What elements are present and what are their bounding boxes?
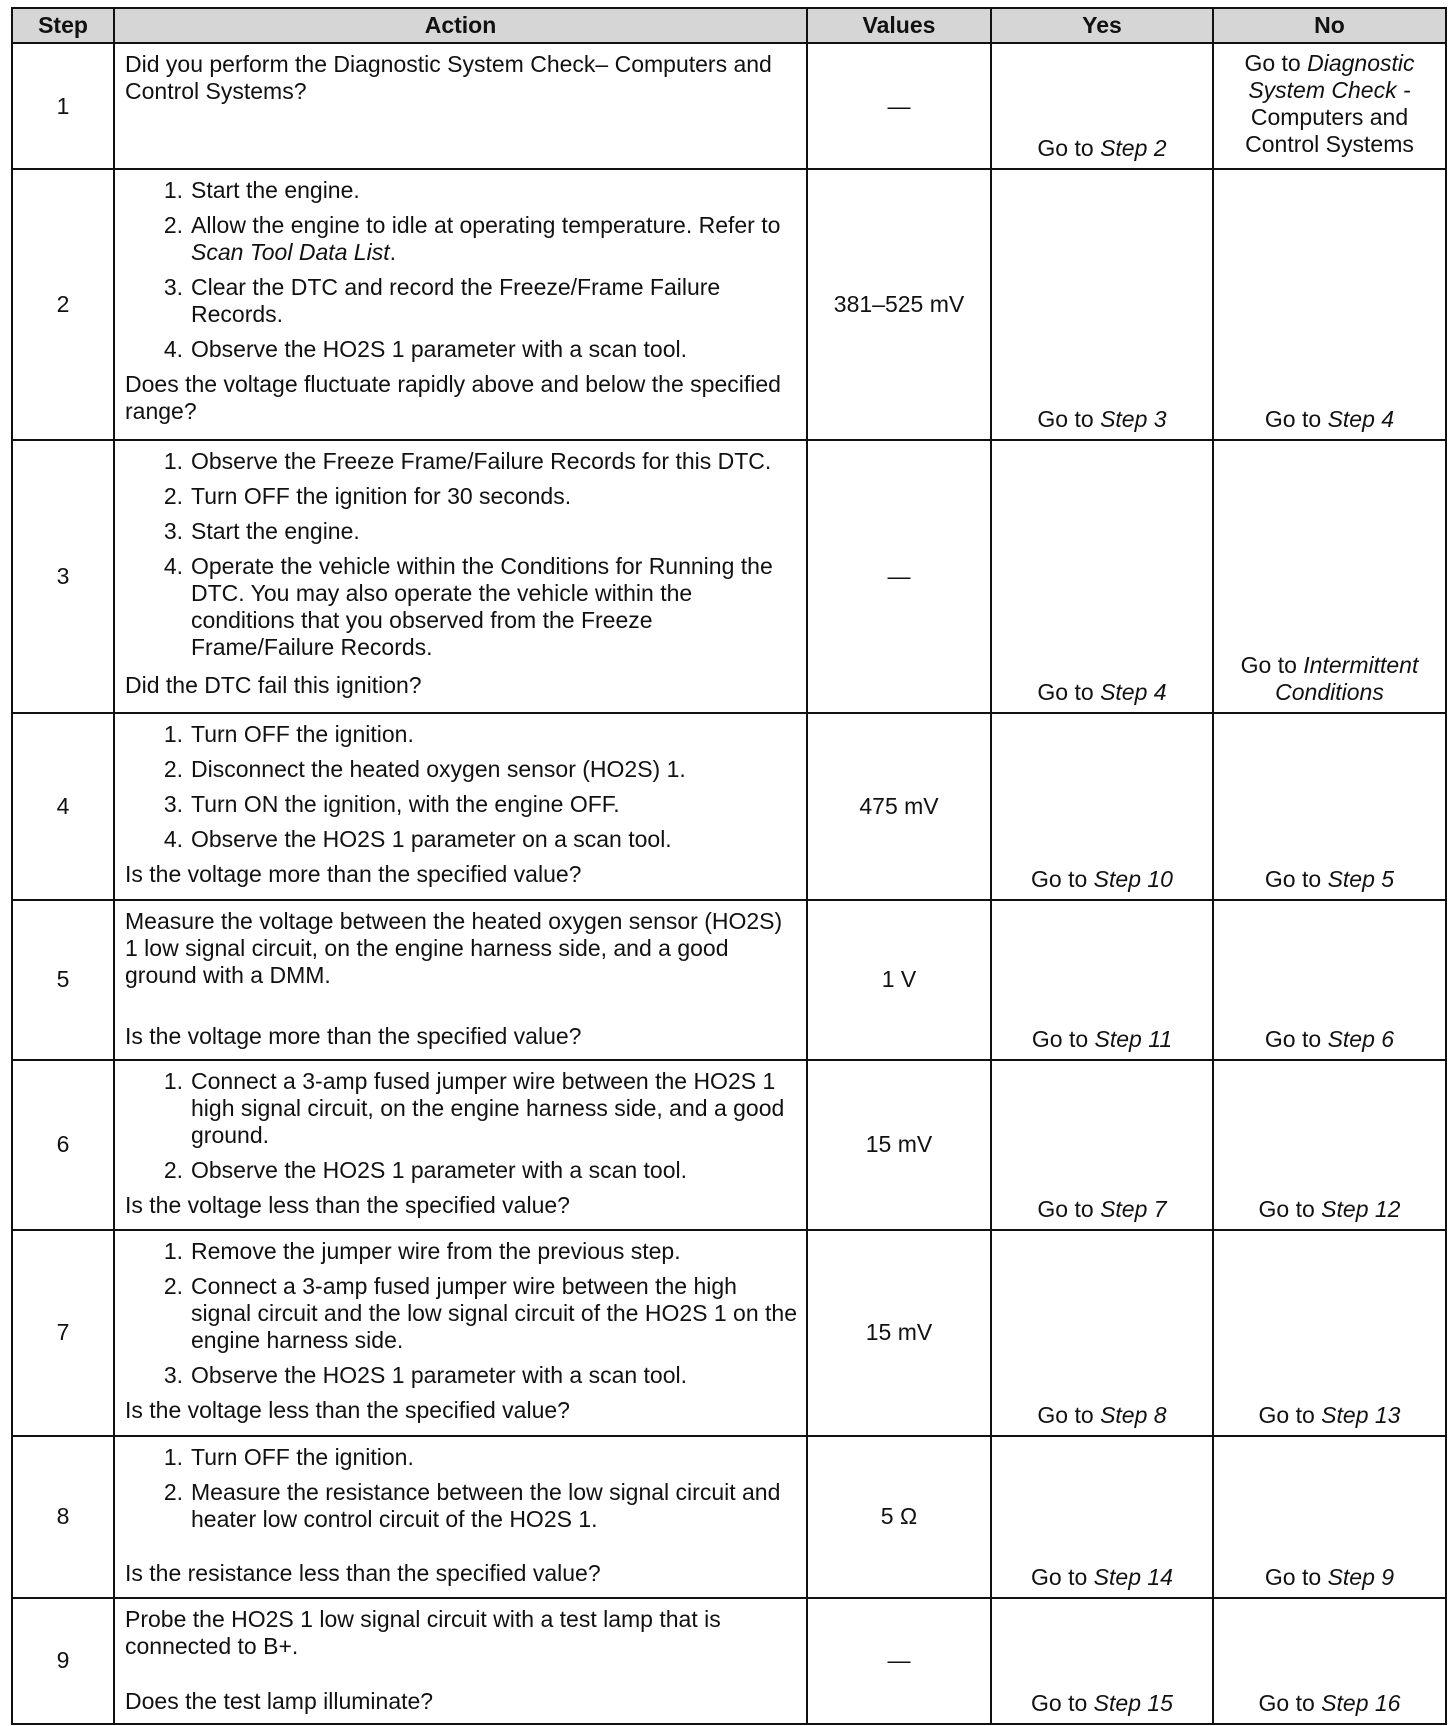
- yes-step-link[interactable]: Step 7: [1100, 1195, 1167, 1222]
- action-question: Does the voltage fluctuate rapidly above and below the specified range?: [125, 371, 781, 425]
- procedure-step-number: 2.: [163, 1272, 183, 1299]
- yes-prefix: Go to: [1037, 1195, 1101, 1222]
- action-content: [125, 51, 798, 146]
- yes-cell: [991, 1230, 1213, 1436]
- no-prefix: Go to: [1264, 865, 1328, 892]
- action-cell: [114, 1060, 807, 1230]
- value-cell: —: [807, 43, 991, 169]
- no-cell: [1213, 1598, 1446, 1724]
- procedure-step: [125, 553, 798, 661]
- procedure-step-body: Connect a 3-amp fused jumper wire between the HO2S 1 high signal circuit, on the engine harness side, and a good ground.: [191, 1068, 785, 1149]
- yes-cell: [991, 1060, 1213, 1230]
- yes-prefix: Go to: [1031, 1690, 1094, 1716]
- value-cell: —: [807, 440, 991, 713]
- procedure-step-body: Turn OFF the ignition for 30 seconds.: [191, 482, 572, 509]
- action-question: Is the voltage more than the specified value?: [125, 1022, 582, 1049]
- procedure-step-text: [191, 1273, 798, 1354]
- procedure-step-number: 3.: [163, 517, 183, 544]
- procedure-step-text: [191, 177, 798, 204]
- procedure-step: [125, 448, 798, 475]
- value-cell: 15 mV: [807, 1060, 991, 1230]
- value-cell: —: [807, 1598, 991, 1724]
- procedure-step-number: 4.: [163, 336, 183, 363]
- procedure-list: [125, 448, 798, 661]
- action-cell: [114, 713, 807, 899]
- header-yes: Yes: [991, 8, 1213, 43]
- procedure-list: [125, 1238, 798, 1389]
- procedure-list: [125, 721, 798, 853]
- procedure-step-body: Observe the HO2S 1 parameter on a scan tool.: [191, 826, 672, 853]
- yes-step-link[interactable]: Step 2: [1100, 135, 1167, 162]
- procedure-step: [125, 1362, 798, 1389]
- no-step-link[interactable]: Step 6: [1327, 1026, 1395, 1053]
- procedure-step-body: Remove the jumper wire from the previous step.: [191, 1237, 681, 1264]
- no-prefix: Go to: [1240, 652, 1304, 679]
- procedure-step-body: Clear the DTC and record the Freeze/Frame Failure Records.: [191, 274, 721, 328]
- procedure-step: [125, 1068, 798, 1149]
- procedure-step-text: [191, 1068, 798, 1149]
- value-cell: 15 mV: [807, 1230, 991, 1436]
- no-cell: [1213, 1230, 1446, 1436]
- procedure-list: [125, 1444, 798, 1533]
- procedure-step-body: Turn OFF the ignition.: [191, 721, 414, 748]
- procedure-step-number: 2.: [163, 482, 183, 509]
- action-cell: [114, 1436, 807, 1598]
- procedure-step: [125, 1479, 798, 1533]
- yes-cell: [991, 43, 1213, 169]
- action-instructions: [125, 1606, 798, 1688]
- yes-step-link[interactable]: Step 11: [1094, 1026, 1173, 1053]
- action-intro: Probe the HO2S 1 low signal circuit with a test lamp that is connected to B+.: [125, 1605, 721, 1659]
- procedure-step: [125, 1238, 798, 1265]
- yes-step-link[interactable]: Step 4: [1100, 679, 1167, 706]
- action-instructions: [125, 1068, 798, 1192]
- procedure-step-body: Operate the vehicle within the Conditions for Running the DTC. You may also operate the vehicle within the conditions that you observed from the Freeze Frame/Failure Records.: [191, 552, 773, 660]
- yes-step-link[interactable]: Step 10: [1093, 865, 1173, 892]
- procedure-step-body: Start the engine.: [191, 177, 360, 204]
- action-cell: [114, 440, 807, 713]
- action-instructions: [125, 448, 798, 669]
- action-content: [125, 1606, 798, 1715]
- procedure-step-text: [191, 1444, 798, 1471]
- procedure-step-text: [191, 721, 798, 748]
- procedure-step-text: [191, 826, 798, 853]
- procedure-step-text: [191, 336, 798, 363]
- no-step-link[interactable]: Diagnostic System Check -: [1248, 50, 1415, 103]
- procedure-step-body: Observe the HO2S 1 parameter with a scan tool.: [191, 1361, 688, 1388]
- action-content: [125, 908, 798, 1050]
- no-cell: [1213, 1436, 1446, 1598]
- action-question: Did the DTC fail this ignition?: [125, 671, 422, 698]
- action-cell: [114, 1598, 807, 1724]
- procedure-step: [125, 1157, 798, 1184]
- table-row: [12, 1436, 1446, 1598]
- procedure-step-number: 4.: [163, 826, 183, 853]
- no-step-link[interactable]: Step 4: [1327, 405, 1395, 432]
- procedure-step-number: 1.: [163, 1237, 183, 1264]
- procedure-step: [125, 518, 798, 545]
- procedure-step-number: 1.: [163, 177, 183, 204]
- yes-prefix: Go to: [1037, 135, 1101, 162]
- yes-step-link[interactable]: Step 15: [1093, 1690, 1173, 1716]
- step-number: 8: [12, 1436, 114, 1598]
- procedure-step-number: 3.: [163, 1361, 183, 1388]
- step-number: 4: [12, 713, 114, 899]
- yes-prefix: Go to: [1037, 679, 1101, 706]
- yes-cell: [991, 440, 1213, 713]
- table-row: [12, 169, 1446, 439]
- procedure-step-body: Observe the HO2S 1 parameter with a scan tool.: [191, 1157, 688, 1184]
- procedure-step: [125, 756, 798, 783]
- table-row: [12, 900, 1446, 1061]
- procedure-step-body: Connect a 3-amp fused jumper wire between the high signal circuit and the low signal circuit of the HO2S 1 on the engine harness side.: [191, 1272, 797, 1353]
- no-prefix: Go to: [1264, 405, 1328, 432]
- procedure-step: [125, 1273, 798, 1354]
- procedure-step-number: 2.: [163, 1157, 183, 1184]
- step-number: 2: [12, 169, 114, 439]
- yes-step-link[interactable]: Step 3: [1100, 405, 1167, 432]
- procedure-step-number: 2.: [163, 212, 183, 239]
- action-instructions: [125, 1238, 798, 1397]
- procedure-step-body: Observe the Freeze Frame/Failure Records for this DTC.: [191, 447, 772, 474]
- action-content: [125, 721, 798, 888]
- procedure-step-text: [191, 553, 798, 661]
- table-row: [12, 1598, 1446, 1724]
- no-cell: [1213, 440, 1446, 713]
- yes-cell: [991, 713, 1213, 899]
- yes-prefix: Go to: [1031, 1563, 1094, 1590]
- no-prefix: Go to: [1258, 1690, 1322, 1716]
- table-row: [12, 1060, 1446, 1230]
- action-question: Is the resistance less than the specified value?: [125, 1560, 601, 1587]
- action-intro: Measure the voltage between the heated oxygen sensor (HO2S) 1 low signal circuit, on the engine harness side, and a good ground with a DMM.: [125, 907, 783, 988]
- procedure-list: [125, 177, 798, 363]
- no-step-link[interactable]: Intermittent Conditions: [1275, 652, 1419, 706]
- no-cell: [1213, 1060, 1446, 1230]
- table-row: [12, 713, 1446, 899]
- no-step-link[interactable]: Step 13: [1321, 1402, 1401, 1429]
- procedure-list: [125, 1068, 798, 1184]
- procedure-step-body: Disconnect the heated oxygen sensor (HO2S) 1.: [191, 756, 686, 783]
- no-prefix: Go to: [1258, 1402, 1322, 1429]
- action-cell: [114, 1230, 807, 1436]
- action-content: [125, 1238, 798, 1424]
- yes-prefix: Go to: [1031, 865, 1094, 892]
- procedure-step-number: 1.: [163, 447, 183, 474]
- procedure-step-body: Start the engine.: [191, 517, 360, 544]
- no-cell: [1213, 900, 1446, 1061]
- no-step-link[interactable]: Step 5: [1327, 865, 1395, 892]
- no-prefix: Go to: [1264, 1026, 1328, 1053]
- table-row: [12, 1230, 1446, 1436]
- procedure-step: [125, 791, 798, 818]
- no-prefix: Go to: [1258, 1195, 1322, 1222]
- procedure-step-text: [191, 212, 798, 266]
- procedure-step-number: 4.: [163, 552, 183, 579]
- header-values: Values: [807, 8, 991, 43]
- action-instructions: [125, 908, 798, 1023]
- action-content: [125, 1068, 798, 1219]
- yes-cell: [991, 1598, 1213, 1724]
- action-content: [125, 1444, 798, 1587]
- action-question: Does the test lamp illuminate?: [125, 1687, 434, 1714]
- step-number: 1: [12, 43, 114, 169]
- no-cell: [1213, 169, 1446, 439]
- procedure-step-body: Observe the HO2S 1 parameter with a scan tool.: [191, 336, 688, 363]
- procedure-step: [125, 274, 798, 328]
- action-instructions: [125, 51, 798, 105]
- header-step: Step: [12, 8, 114, 43]
- procedure-step-text: [191, 1157, 798, 1184]
- step-number: 9: [12, 1598, 114, 1724]
- no-step-link[interactable]: Step 9: [1327, 1563, 1395, 1590]
- diagnostic-table: [11, 7, 1447, 1725]
- no-step-link[interactable]: Step 12: [1321, 1195, 1401, 1222]
- header-action: Action: [114, 8, 807, 43]
- procedure-step-number: 1.: [163, 721, 183, 748]
- table-body: [12, 43, 1446, 1724]
- action-intro: Did you perform the Diagnostic System Check– Computers and Control Systems?: [125, 51, 772, 104]
- procedure-step: [125, 212, 798, 266]
- procedure-step-tail: .: [389, 239, 396, 266]
- action-cell: [114, 900, 807, 1061]
- procedure-step-body: Turn OFF the ignition.: [191, 1444, 414, 1471]
- procedure-step: [125, 483, 798, 510]
- procedure-step-number: 2.: [163, 1479, 183, 1506]
- procedure-step-text: [191, 518, 798, 545]
- yes-prefix: Go to: [1037, 405, 1101, 432]
- no-prefix: Go to: [1264, 1563, 1328, 1590]
- yes-step-link[interactable]: Step 8: [1100, 1402, 1167, 1429]
- action-question: Is the voltage more than the specified value?: [125, 861, 582, 888]
- value-cell: 1 V: [807, 900, 991, 1061]
- step-number: 6: [12, 1060, 114, 1230]
- yes-cell: [991, 900, 1213, 1061]
- procedure-step-number: 1.: [163, 1444, 183, 1471]
- procedure-step-number: 3.: [163, 274, 183, 301]
- header-no: No: [1213, 8, 1446, 43]
- value-cell: 5 Ω: [807, 1436, 991, 1598]
- yes-prefix: Go to: [1031, 1026, 1095, 1053]
- procedure-step-body: Allow the engine to idle at operating temperature. Refer to: [191, 212, 781, 239]
- procedure-step-text: [191, 1479, 798, 1533]
- action-instructions: [125, 177, 798, 371]
- action-content: [125, 177, 798, 425]
- yes-prefix: Go to: [1037, 1402, 1101, 1429]
- action-question: Is the voltage less than the specified value?: [125, 1396, 570, 1423]
- procedure-step-text: [191, 274, 798, 328]
- value-cell: 381–525 mV: [807, 169, 991, 439]
- procedure-step-text: [191, 448, 798, 475]
- procedure-reference-link[interactable]: Scan Tool Data List: [191, 239, 390, 266]
- procedure-step-text: [191, 756, 798, 783]
- procedure-step-text: [191, 1238, 798, 1265]
- action-instructions: [125, 1444, 798, 1541]
- table-row: [12, 43, 1446, 169]
- procedure-step-text: [191, 483, 798, 510]
- procedure-step-text: [191, 1362, 798, 1389]
- action-question: Is the voltage less than the specified value?: [125, 1192, 570, 1219]
- procedure-step: [125, 1444, 798, 1471]
- no-cell: [1213, 713, 1446, 899]
- value-cell: 475 mV: [807, 713, 991, 899]
- action-instructions: [125, 721, 798, 861]
- no-step-link[interactable]: Step 16: [1321, 1690, 1401, 1716]
- no-prefix: Go to: [1244, 50, 1308, 76]
- yes-step-link[interactable]: Step 14: [1093, 1563, 1173, 1590]
- yes-cell: [991, 1436, 1213, 1598]
- step-number: 3: [12, 440, 114, 713]
- table-row: [12, 440, 1446, 713]
- procedure-step: [125, 177, 798, 204]
- step-number: 5: [12, 900, 114, 1061]
- action-cell: [114, 169, 807, 439]
- no-suffix: Computers and Control Systems: [1245, 104, 1414, 157]
- procedure-step-text: [191, 791, 798, 818]
- no-cell: [1213, 43, 1446, 169]
- procedure-step: [125, 336, 798, 363]
- procedure-step-number: 2.: [163, 756, 183, 783]
- header-row: [12, 8, 1446, 43]
- action-cell: [114, 43, 807, 169]
- procedure-step-number: 3.: [163, 791, 183, 818]
- procedure-step: [125, 826, 798, 853]
- procedure-step-number: 1.: [163, 1068, 183, 1095]
- step-number: 7: [12, 1230, 114, 1436]
- procedure-step: [125, 721, 798, 748]
- procedure-step-body: Measure the resistance between the low signal circuit and heater low control circuit of the HO2S 1.: [191, 1479, 781, 1533]
- procedure-step-body: Turn ON the ignition, with the engine OFF.: [191, 791, 620, 818]
- action-content: [125, 448, 798, 699]
- yes-cell: [991, 169, 1213, 439]
